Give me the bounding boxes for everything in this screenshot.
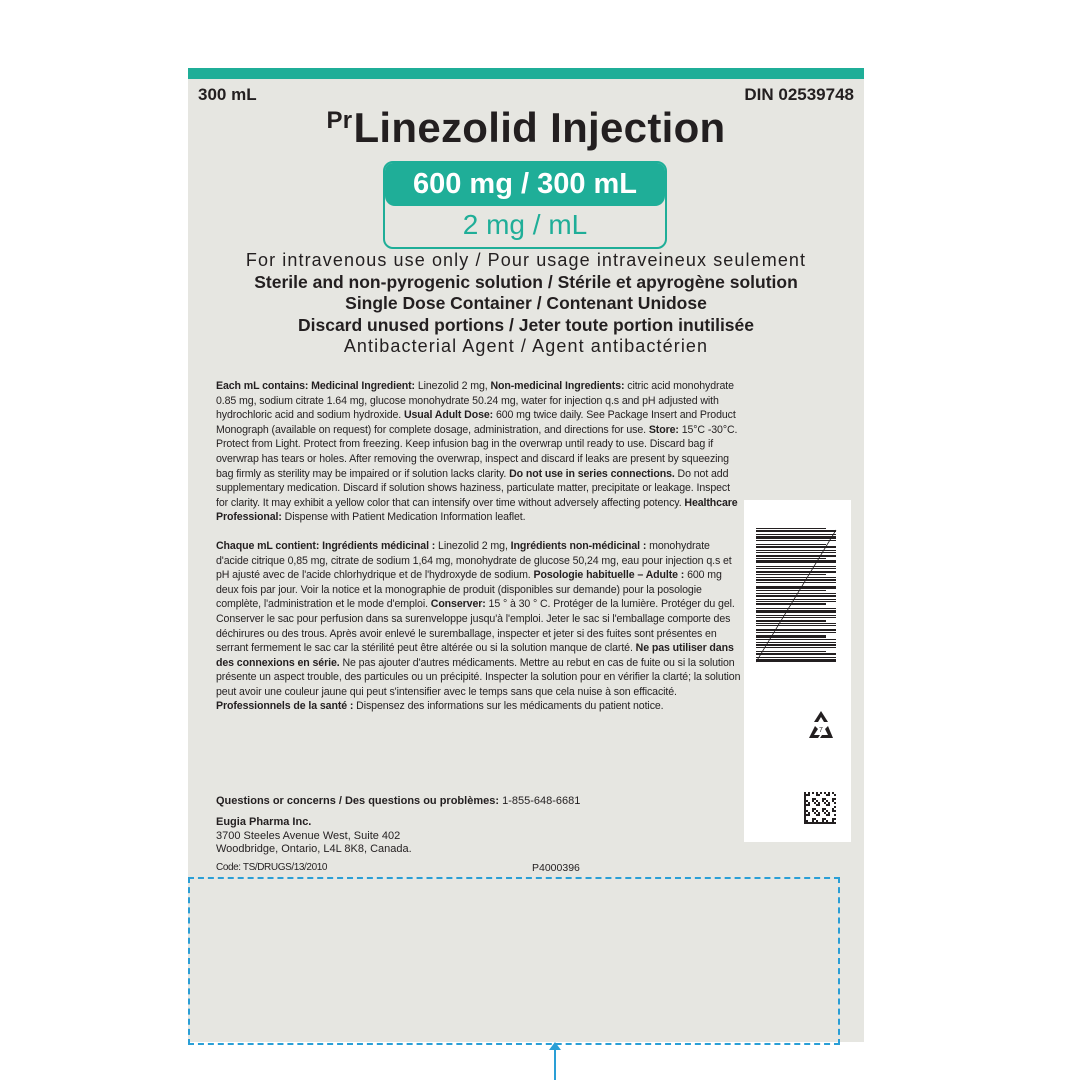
datamatrix-cell [804,822,806,824]
datamatrix-cell [820,822,822,824]
datamatrix-cell [816,822,818,824]
title-text: Linezolid Injection [353,104,726,151]
datamatrix-cell [816,820,818,822]
datamatrix-cell [834,822,836,824]
datamatrix-cell [820,792,822,794]
barcode-bar [756,615,836,616]
french-heading: Ne pas utiliser dans des connexions en série. [216,642,734,669]
company-block [216,816,412,857]
code-text: Code: TS/DRUGS/13/2010 [216,862,328,873]
datamatrix-cell [834,798,836,800]
datamatrix-cell [810,822,812,824]
datamatrix-cell [832,798,834,800]
barcode-bar [756,571,836,573]
datamatrix-cell [814,822,816,824]
english-text: Do not add supplementary medication. Discard if solution shows haziness, particulate matter, precipitate or leakage. Inspect for clarity. It may exhibit a yellow color that can intensify over time without adversely affecting potency. [216,467,730,509]
barcode-bar [756,590,826,591]
datamatrix-cell [822,818,824,820]
barcode-bar [756,639,836,640]
recycle-number: 7 [819,727,823,734]
barcode-bar [756,544,826,545]
barcode-bar [756,552,836,553]
datamatrix-cell [826,810,828,812]
datamatrix-cell [804,818,806,820]
barcode-bar [756,610,836,613]
barcode-icon [756,528,842,666]
datamatrix-cell [804,814,806,816]
datamatrix-cell [828,794,830,796]
datamatrix-cell [822,798,824,800]
datamatrix-cell [806,820,808,822]
datamatrix-cell [804,800,806,802]
datamatrix-cell [830,822,832,824]
datamatrix-cells [804,792,836,824]
datamatrix-cell [814,798,816,800]
barcode-bar [756,647,836,648]
company-name: Eugia Pharma Inc. [216,816,312,828]
side-panel [744,500,851,842]
datamatrix-cell [808,802,810,804]
sterile-claim: Sterile and non-pyrogenic solution / Stérile et apyrogène solution [254,271,798,292]
datamatrix-cell [834,814,836,816]
datamatrix-cell [812,810,814,812]
datamatrix-cell [804,810,806,812]
questions-label: Questions or concerns / Des questions ou problèmes: [216,795,500,807]
barcode-bar [756,540,836,541]
english-text: citric acid monohydrate 0.85 mg, sodium citrate 1.64 mg, glucose monohydrate 50.24 mg, water for injection q.s and pH adjusted with hydrochloric acid and sodium hydroxide. [216,380,734,422]
datamatrix-cell [804,804,806,806]
barcode-bar [756,623,836,624]
datamatrix-cell [804,802,806,804]
datamatrix-cell [824,822,826,824]
datamatrix-cell [804,794,806,796]
datamatrix-cell [808,792,810,794]
datamatrix-cell [826,814,828,816]
barcode-bar [756,653,836,655]
address-line-1: 3700 Steeles Avenue West, Suite 402 [216,829,401,842]
datamatrix-cell [804,812,806,814]
din-number: DIN 02539748 [744,85,854,104]
datamatrix-cell [812,818,814,820]
datamatrix-cell [804,796,806,798]
datamatrix-cell [816,814,818,816]
datamatrix-cell [816,804,818,806]
barcode-bar [756,593,836,594]
barcode-bar [756,579,836,581]
datamatrix-cell [808,814,810,816]
top-color-band [188,68,864,79]
barcode-bar [756,560,836,563]
title-prefix: Pr [326,107,353,134]
datamatrix-cell [828,814,830,816]
datamatrix-cell [816,810,818,812]
barcode-bar [756,546,836,548]
arrow-up-icon [544,1040,566,1080]
datamatrix-cell [804,808,806,810]
single-dose-claim: Single Dose Container / Contenant Unidose [345,293,707,313]
english-heading: Healthcare Professional: [216,496,738,524]
french-text: 600 mg deux fois par jour. Voir la notice et la monographie de produit (disponibles sur demande) pour la posologie complète, l'administration et le mode d'emploi. [216,569,722,611]
datamatrix-cell [828,804,830,806]
barcode-bar [756,651,826,652]
datamatrix-cell [812,800,814,802]
barcode-bar [756,528,826,529]
datamatrix-icon [803,791,837,825]
datamatrix-cell [826,820,828,822]
datamatrix-cell [834,810,836,812]
barcode-bar [756,586,836,589]
datamatrix-cell [826,794,828,796]
datamatrix-cell [816,794,818,796]
barcode-bar [756,601,836,602]
french-text: Linezolid 2 mg, [435,539,511,552]
datamatrix-cell [806,794,808,796]
english-heading: Each mL contains: Medicinal Ingredient: [216,380,415,392]
datamatrix-cell [832,820,834,822]
datamatrix-cell [828,792,830,794]
barcode-bar [756,620,826,622]
french-text: 15 ° à 30 ° C. Protéger de la lumière. Protéger du gel. Conserver le sac pour perfusion dans sa surenveloppe jusqu'à l'emploi. Jeter le sac si l'emballage comporte des déchirures ou des trous. Après avoir enlevé le suremballage, inspecter et jeter si des fuites sont présentes en serrant fermement le sac car la stérilité peut être altérée ou si la solution manque de clarté. [216,598,735,655]
datamatrix-cell [828,812,830,814]
barcode-bar [756,530,836,532]
datamatrix-cell [812,808,814,810]
datamatrix-cell [832,800,834,802]
discard-claim: Discard unused portions / Jeter toute portion inutilisée [297,314,755,335]
barcode-bar [756,659,836,662]
datamatrix-cell [824,818,826,820]
datamatrix-cell [812,798,814,800]
datamatrix-cell [818,794,820,796]
english-text: 15°C -30°C. Protect from Light. Protect from freezing. Keep infusion bag in the overwrap until ready to use. Discard bag if overwrap has tears or holes. After removing the overwrap, inspect and discard if leaks are present by squeezing bag firmly as sterility may be impaired or if solution lacks clarity. [216,423,738,480]
datamatrix-cell [812,792,814,794]
french-text: Dispensez des informations sur les médicaments du patient notice. [353,700,664,713]
barcode-bar [756,599,836,600]
datamatrix-cell [826,800,828,802]
datamatrix-cell [818,804,820,806]
datamatrix-cell [834,802,836,804]
datamatrix-cell [822,800,824,802]
barcode-bar [756,582,836,583]
datamatrix-cell [822,822,824,824]
datamatrix-cell [822,820,824,822]
datamatrix-cell [812,820,814,822]
datamatrix-cell [812,822,814,824]
datamatrix-cell [814,802,816,804]
barcode-bar [756,657,836,658]
volume-text: 300 mL [198,85,257,104]
product-title [188,104,864,152]
barcode-bar [756,558,826,559]
datamatrix-cell [824,802,826,804]
strength-concentration: 2 mg / mL [462,209,588,240]
barcode-bar [756,566,836,567]
phone-number: 1-855-648-6681 [499,795,581,807]
datamatrix-cell [814,808,816,810]
datamatrix-cell [818,822,820,824]
english-text: Linezolid 2 mg, [415,380,491,392]
barcode-bar [756,635,826,638]
datamatrix-cell [822,810,824,812]
datamatrix-cell [808,794,810,796]
datamatrix-cell [832,822,834,824]
barcode-bar [756,536,836,539]
barcode-bar [756,608,836,609]
datamatrix-cell [828,822,830,824]
french-paragraph [216,539,741,714]
address-line-2: Woodbridge, Ontario, L4L 8K8, Canada. [216,843,412,855]
datamatrix-cell [824,808,826,810]
strength-total: 600 mg / 300 mL [385,163,665,206]
french-heading: Chaque mL contient: Ingrédients médicinal : [216,539,436,552]
barcode-bar [756,617,836,618]
strength-box [383,161,667,249]
barcode-bar [756,574,826,575]
barcode-bar [756,632,836,633]
datamatrix-cell [808,804,810,806]
datamatrix-cell [806,804,808,806]
datamatrix-cell [834,806,836,808]
barcode-bar [756,534,836,535]
barcode-bar [756,568,836,569]
datamatrix-cell [804,792,806,794]
datamatrix-cell [832,792,834,794]
english-text: 600 mg twice daily. See Package Insert and Product Monograph (available on request) for complete dosage, administration, and directions for use. [216,409,736,436]
datamatrix-cell [824,812,826,814]
product-code: P4000396 [532,862,580,874]
datamatrix-cell [814,812,816,814]
datamatrix-cell [826,822,828,824]
datamatrix-cell [816,792,818,794]
french-text: Ne pas ajouter d'autres médicaments. Mettre au rebut en cas de fuite ou si la solution présente un aspect trouble, des particules ou un précipité. Inspecter la solution pour en vérifier la clarté; la solution peut avoir une couleur jaune qui peut s'intensifier avec le temps sans que cela nuise à son efficacité. [216,656,741,698]
datamatrix-cell [808,822,810,824]
english-heading: Do not use in series connections. [509,467,675,480]
claims-block [188,250,864,358]
french-heading: Posologie habituelle – Adulte : [533,569,685,582]
recycle-icon [803,708,839,744]
english-paragraph [216,379,741,525]
datamatrix-cell [828,802,830,804]
questions-line [216,795,580,807]
datamatrix-cell [818,814,820,816]
barcode-bar [756,577,836,578]
french-text: monohydrate d'acide citrique 0,85 mg, citrate de sodium 1,64 mg, monohydrate de glucose 50,24 mg, eau pour injection q.s et pH ajusté avec de l'acide chlorhydrique et de l'hydroxyde de sodium. [216,539,732,582]
barcode-bar [756,555,836,557]
datamatrix-cell [806,822,808,824]
french-heading: Conserver: [430,598,486,611]
datamatrix-cell [822,808,824,810]
english-heading: Non-medicinal Ingredients: [490,380,625,392]
datamatrix-cell [832,808,834,810]
drug-label [188,68,864,1042]
datamatrix-cell [834,818,836,820]
datamatrix-cell [824,792,826,794]
datamatrix-cell [804,806,806,808]
barcode-bar [756,629,836,631]
french-heading: Professionnels de la santé : [216,700,354,713]
datamatrix-cell [832,810,834,812]
english-text: Dispense with Patient Medication Information leaflet. [281,511,526,524]
datamatrix-cell [814,818,816,820]
french-heading: Ingrédients non-médicinal : [510,539,647,552]
datamatrix-cell [804,798,806,800]
route-claim: For intravenous use only / Pour usage intraveineux seulement [245,250,807,270]
datamatrix-cell [824,798,826,800]
datamatrix-cell [832,818,834,820]
barcode-bar [756,644,836,646]
dashed-print-area [188,877,840,1045]
datamatrix-cell [804,816,806,818]
barcode-bar [756,625,836,626]
datamatrix-cell [806,800,808,802]
english-heading: Store: [648,423,679,436]
datamatrix-cell [806,814,808,816]
class-claim: Antibacterial Agent / Agent antibactérien [343,336,709,356]
ingredients-text [216,379,741,728]
datamatrix-cell [818,812,820,814]
datamatrix-cell [818,802,820,804]
datamatrix-cell [816,800,818,802]
datamatrix-cell [826,804,828,806]
datamatrix-cell [806,810,808,812]
datamatrix-cell [804,820,806,822]
datamatrix-cell [834,794,836,796]
datamatrix-cell [808,812,810,814]
english-heading: Usual Adult Dose: [403,409,494,422]
